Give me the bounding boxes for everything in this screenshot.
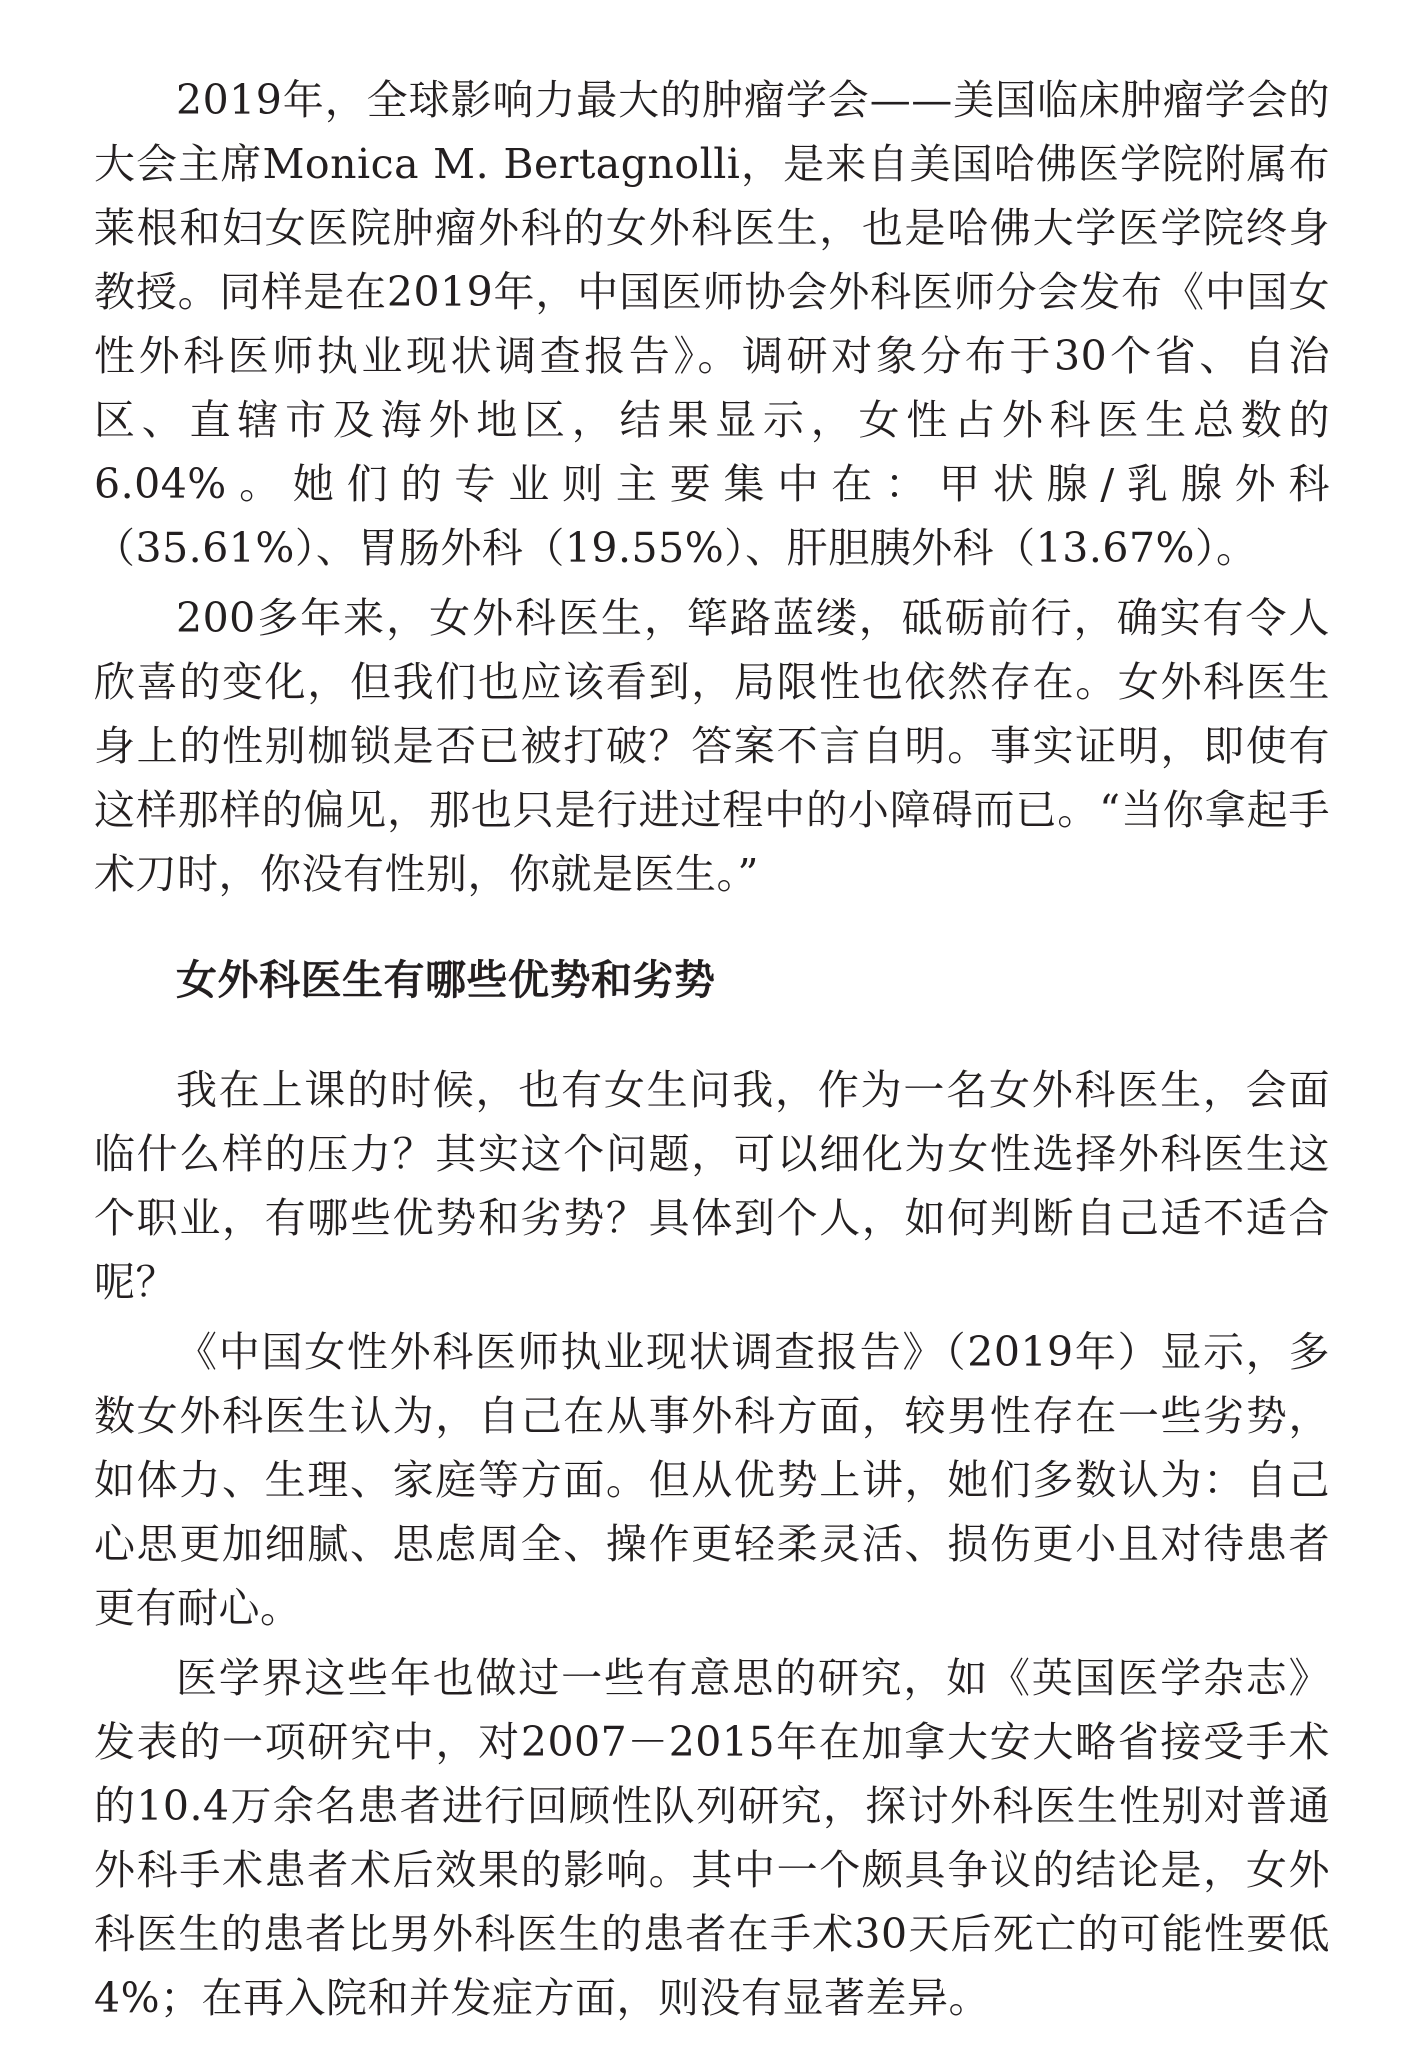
section-heading: 女外科医生有哪些优势和劣势: [176, 956, 716, 1004]
paragraph-student-question: 我在上课的时候，也有女生问我，作为一名女外科医生，会面临什么样的压力？其实这个问题，可以细化为女性选择外科医生这个职业，有哪些优势和劣势？具体到个人，如何判断自己适不适合呢？: [94, 1066, 1330, 1306]
paragraph-bmj-study: 医学界这些年也做过一些有意思的研究，如《英国医学杂志》发表的一项研究中，对2007－2015年在加拿大安大略省接受手术的10.4万余名患者进行回顾性队列研究，探讨外科医生性别对普通外科手术患者术后效果的影响。其中一个颇具争议的结论是，女外科医生的患者比男外科医生的患者在手术30天后死亡的可能性要低4%；在再入院和并发症方面，则没有显著差异。: [94, 1654, 1330, 2022]
book-page: [94, 68, 1330, 2030]
paragraph-survey-report: 《中国女性外科医师执业现状调查报告》（2019年）显示，多数女外科医生认为，自己在从事外科方面，较男性存在一些劣势，如体力、生理、家庭等方面。但从优势上讲，她们多数认为：自己心思更加细腻、思虑周全、操作更轻柔灵活、损伤更小且对待患者更有耐心。: [94, 1328, 1330, 1632]
paragraph-gender-shackles: 200多年来，女外科医生，筚路蓝缕，砥砺前行，确实有令人欣喜的变化，但我们也应该看到，局限性也依然存在。女外科医生身上的性别枷锁是否已被打破？答案不言自明。事实证明，即使有这样那样的偏见，那也只是行进过程中的小障碍而已。“当你拿起手术刀时，你没有性别，你就是医生。”: [94, 594, 1330, 898]
paragraph-bertagnolli: 2019年，全球影响力最大的肿瘤学会——美国临床肿瘤学会的大会主席Monica M. Bertagnolli，是来自美国哈佛医学院附属布莱根和妇女医院肿瘤外科的女外科医生，也是哈佛大学医学院终身教授。同样是在2019年，中国医师协会外科医师分会发布《中国女性外科医师执业现状调查报告》。调研对象分布于30个省、自治区、直辖市及海外地区，结果显示，女性占外科医生总数的6.04%。她们的专业则主要集中在：甲状腺/乳腺外科（35.61%）、胃肠外科（19.55%）、肝胆胰外科（13.67%）。: [94, 76, 1330, 572]
